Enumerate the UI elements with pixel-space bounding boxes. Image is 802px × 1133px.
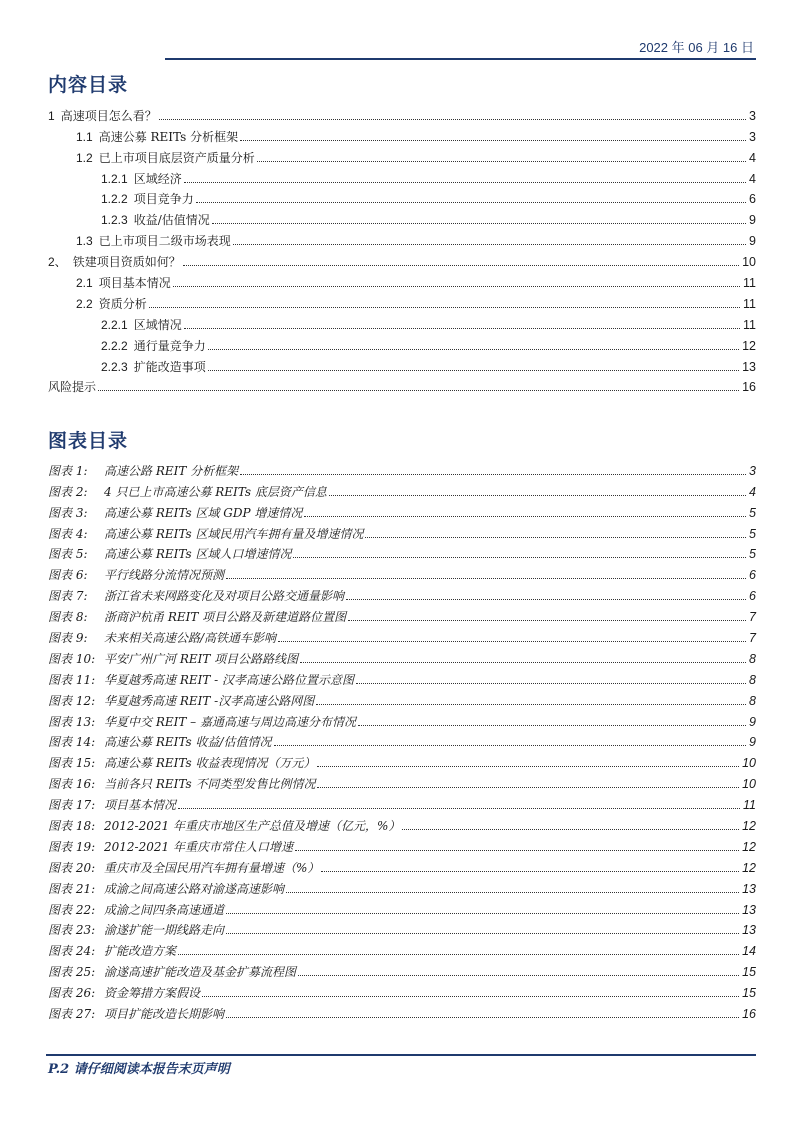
toc-entry-label [48, 255, 181, 269]
toc-entry[interactable] [48, 123, 756, 144]
leader-dots [98, 390, 739, 391]
toc-entry-page: 6 [749, 192, 756, 207]
toc-entry-label [101, 172, 182, 186]
toc-entry-number: 1 [48, 108, 55, 123]
toc-entry-text: 项目竞争力 [133, 192, 194, 207]
figure-entry-page: 4 [749, 484, 756, 499]
toc-entry-label [76, 297, 147, 311]
figure-entry[interactable] [48, 520, 756, 541]
figure-entry-text: 华夏中交 REIT – 嘉通高速与周边高速分布情况 [104, 714, 356, 729]
figure-entry-page: 3 [749, 463, 756, 478]
figure-entry-page: 9 [749, 735, 756, 750]
figure-entry-number: 图表 17: [48, 798, 96, 813]
figure-entry-label [48, 631, 276, 645]
figure-entry-label [48, 694, 314, 708]
leader-dots [316, 704, 746, 705]
figure-entry[interactable] [48, 937, 756, 958]
toc-entry-text: 已上市项目底层资产质量分析 [98, 150, 255, 165]
toc-entry-label [101, 360, 206, 374]
figure-entry-page: 14 [742, 944, 756, 959]
figure-entry-page: 11 [743, 798, 756, 813]
figure-entry-label [48, 589, 344, 603]
figure-entry[interactable] [48, 478, 756, 499]
toc-entry-number: 2.2 [76, 296, 93, 311]
figure-entry-text: 渝遂高速扩能改造及基金扩募流程图 [104, 965, 297, 980]
figure-entry-page: 6 [749, 568, 756, 583]
toc-entry[interactable] [48, 311, 756, 332]
leader-dots [226, 578, 746, 579]
toc-entry[interactable] [48, 248, 756, 269]
figure-entry[interactable] [48, 749, 756, 770]
figure-entry-page: 7 [749, 631, 756, 646]
toc-entry-label [101, 318, 182, 332]
toc-entry-text: 已上市项目二级市场表现 [98, 234, 231, 249]
figure-entry-label [48, 547, 291, 561]
leader-dots [212, 223, 746, 224]
figure-entry-text: 华夏越秀高速 REIT -汉孝高速公路网图 [104, 693, 315, 708]
figure-entry[interactable] [48, 791, 756, 812]
figure-entry[interactable] [48, 896, 756, 917]
figure-entry-number: 图表 18: [48, 819, 96, 834]
footer-disclaimer: P.2 请仔细阅读本报告末页声明 [48, 1062, 230, 1077]
toc-entry-label [76, 276, 171, 290]
figure-entry[interactable] [48, 875, 756, 896]
figure-entry-text: 2012-2021 年重庆市常住人口增速 [104, 839, 293, 854]
toc-entry[interactable] [48, 290, 756, 311]
leader-dots [329, 495, 746, 496]
leader-dots [317, 787, 739, 788]
toc-entry-page: 3 [749, 108, 756, 123]
figure-entry-page: 10 [742, 756, 756, 771]
toc-entry-page: 9 [749, 213, 756, 228]
toc-entry-number: 1.2.3 [101, 213, 128, 228]
figure-entry-number: 图表 21: [48, 881, 96, 896]
figure-entry-number: 图表 13: [48, 714, 96, 729]
figure-entry-text: 当前各只 REITs 不同类型发售比例情况 [104, 777, 316, 792]
figure-entry-text: 高速公募 REITs 区域人口增速情况 [104, 547, 292, 562]
figure-entry-label [48, 506, 302, 520]
figure-entry-label [48, 735, 272, 749]
toc-entry-label [76, 130, 238, 144]
leader-dots [317, 766, 739, 767]
figure-entry-label [48, 610, 346, 624]
figure-entry-text: 4 只已上市高速公募 REITs 底层资产信息 [104, 484, 327, 499]
toc-entry-page: 13 [742, 359, 756, 374]
figure-entry-label [48, 527, 363, 541]
figure-entry-label [48, 986, 200, 1000]
figure-entry-number: 图表 22: [48, 902, 96, 917]
figure-entry-number: 图表 16: [48, 777, 96, 792]
toc-entry-label [48, 380, 96, 394]
toc-entry-page: 11 [743, 317, 756, 332]
toc-entry-text: 区域情况 [133, 317, 182, 332]
figure-entry[interactable] [48, 770, 756, 791]
figure-entry-label [48, 777, 315, 791]
figure-entry-number: 图表 9: [48, 631, 88, 646]
leader-dots [226, 913, 739, 914]
toc-entry-number: 1.2 [76, 150, 93, 165]
toc-entry-label [48, 109, 157, 123]
figure-entry-text: 高速公路 REIT 分析框架 [104, 463, 239, 478]
toc-entry-number: 1.2.2 [101, 192, 128, 207]
leader-dots [183, 265, 739, 266]
figure-entry-text: 高速公募 REITs 收益/估值情况 [104, 735, 272, 750]
figure-entry[interactable] [48, 541, 756, 562]
figure-entry-page: 8 [749, 672, 756, 687]
figure-entry-number: 图表 25: [48, 965, 96, 980]
toc-entry-text: 区域经济 [133, 171, 182, 186]
leader-dots [184, 182, 746, 183]
toc-entry-text: 通行量竞争力 [133, 338, 206, 353]
figure-entry-label [48, 923, 224, 937]
figure-entry[interactable] [48, 729, 756, 750]
leader-dots [402, 829, 739, 830]
leader-dots [365, 537, 746, 538]
figure-entry-label [48, 798, 176, 812]
figure-entry-label [48, 944, 176, 958]
toc-entry-number: 2.2.3 [101, 359, 128, 374]
header-divider [165, 58, 756, 60]
toc-entry-label [101, 339, 206, 353]
figure-entry-page: 5 [749, 505, 756, 520]
figure-entry-page: 8 [749, 693, 756, 708]
toc-entry-text: 项目基本情况 [98, 276, 171, 291]
figure-entry-number: 图表 10: [48, 651, 96, 666]
figure-entry-label [48, 1007, 224, 1021]
toc-entry-label [76, 234, 231, 248]
figure-entry-text: 资金筹措方案假设 [104, 986, 201, 1001]
leader-dots [274, 745, 747, 746]
leader-dots [178, 954, 739, 955]
figure-entry-label [48, 882, 284, 896]
toc-entry-text: 资质分析 [98, 296, 147, 311]
figures-list [48, 457, 756, 1021]
figure-entry-number: 图表 4: [48, 526, 88, 541]
figure-entry-text: 渝遂扩能一期线路走向 [104, 923, 225, 938]
figure-entry[interactable] [48, 958, 756, 979]
toc-title: 内容目录 [48, 74, 129, 96]
figure-entry-label [48, 568, 224, 582]
toc-entry-label [101, 192, 194, 206]
toc-entry[interactable] [48, 353, 756, 374]
leader-dots [173, 286, 740, 287]
figure-entry-text: 浙商沪杭甬 REIT 项目公路及新建道路位置图 [104, 610, 347, 625]
leader-dots [202, 996, 739, 997]
figure-entry[interactable] [48, 603, 756, 624]
figure-entry-label [48, 756, 315, 770]
toc-entry[interactable] [48, 102, 756, 123]
figure-entry-number: 图表 6: [48, 568, 88, 583]
figure-entry[interactable] [48, 833, 756, 854]
toc-entry-page: 11 [743, 276, 756, 291]
figure-entry-text: 高速公募 REITs 区域 GDP 增速情况 [104, 505, 303, 520]
toc-entry-number: 1.2.1 [101, 171, 128, 186]
toc-entry[interactable] [48, 165, 756, 186]
leader-dots [321, 871, 739, 872]
figures-title: 图表目录 [48, 430, 129, 452]
figure-entry[interactable] [48, 582, 756, 603]
leader-dots [298, 975, 739, 976]
toc-entry-text: 高速项目怎么看？ [60, 108, 157, 123]
leader-dots [286, 892, 739, 893]
figure-entry-label [48, 673, 354, 687]
figure-entry[interactable] [48, 812, 756, 833]
toc-entry-label [101, 213, 210, 227]
figure-entry-page: 13 [742, 881, 756, 896]
figure-entry-page: 9 [749, 714, 756, 729]
figure-entry-text: 浙江省未来网路变化及对项目公路交通量影响 [104, 589, 345, 604]
toc-entry-page: 9 [749, 234, 756, 249]
figure-entry-page: 12 [742, 819, 756, 834]
figure-entry-label [48, 903, 224, 917]
figure-entry-label [48, 652, 298, 666]
figure-entry-text: 平安广州广河 REIT 项目公路路线图 [104, 651, 299, 666]
toc-entry-text: 高速公募 REITs 分析框架 [98, 129, 239, 144]
leader-dots [226, 1017, 739, 1018]
footer-divider [46, 1054, 756, 1056]
toc-entry-number: 2.1 [76, 276, 93, 291]
toc-entry-page: 10 [742, 255, 756, 270]
figure-entry-text: 华夏越秀高速 REIT - 汉孝高速公路位置示意图 [104, 672, 355, 687]
figure-entry-number: 图表 7: [48, 589, 88, 604]
toc-entry[interactable] [48, 227, 756, 248]
leader-dots [149, 307, 740, 308]
toc-entry-page: 3 [749, 129, 756, 144]
toc-entry-page: 4 [749, 171, 756, 186]
figure-entry[interactable] [48, 499, 756, 520]
report-date: 2022 年 06 月 16 日 [639, 40, 754, 55]
toc-entry-page: 12 [742, 338, 756, 353]
figure-entry-number: 图表 24: [48, 944, 96, 959]
figure-entry[interactable] [48, 708, 756, 729]
leader-dots [257, 161, 746, 162]
figure-entry-page: 8 [749, 651, 756, 666]
figure-entry[interactable] [48, 666, 756, 687]
figure-entry-number: 图表 26: [48, 986, 96, 1001]
figure-entry-page: 13 [742, 902, 756, 917]
figure-entry-text: 项目扩能改造长期影响 [104, 1007, 225, 1022]
toc-entry-page: 16 [742, 380, 756, 395]
figure-entry-page: 10 [742, 777, 756, 792]
figure-entry-page: 16 [742, 1007, 756, 1022]
leader-dots [346, 599, 746, 600]
figure-entry-page: 5 [749, 547, 756, 562]
leader-dots [295, 850, 739, 851]
figure-entry-text: 项目基本情况 [104, 798, 177, 813]
leader-dots [208, 349, 739, 350]
leader-dots [278, 641, 746, 642]
figure-entry-label [48, 861, 319, 875]
figure-entry-text: 平行线路分流情况预测 [104, 568, 225, 583]
figure-entry-number: 图表 27: [48, 1007, 96, 1022]
figure-entry-number: 图表 19: [48, 839, 96, 854]
figure-entry-number: 图表 12: [48, 693, 96, 708]
toc-entry[interactable] [48, 374, 756, 395]
leader-dots [226, 933, 739, 934]
figure-entry-label [48, 464, 238, 478]
figure-entry[interactable] [48, 645, 756, 666]
toc-entry-page: 11 [743, 296, 756, 311]
leader-dots [240, 474, 746, 475]
leader-dots [178, 808, 740, 809]
figure-entry-number: 图表 3: [48, 505, 88, 520]
toc-entry[interactable] [48, 206, 756, 227]
figure-entry-label [48, 840, 293, 854]
figure-entry-page: 12 [742, 839, 756, 854]
figure-entry-page: 15 [742, 965, 756, 980]
figure-entry-label [48, 819, 400, 833]
figure-entry-number: 图表 8: [48, 610, 88, 625]
leader-dots [348, 620, 746, 621]
toc-entry-number: 1.1 [76, 129, 93, 144]
toc-entry[interactable] [48, 144, 756, 165]
leader-dots [159, 119, 746, 120]
figure-entry-text: 高速公募 REITs 区域民用汽车拥有量及增速情况 [104, 526, 364, 541]
figure-entry-page: 7 [749, 610, 756, 625]
figure-entry[interactable] [48, 1000, 756, 1021]
toc-entry[interactable] [48, 186, 756, 207]
figure-entry[interactable] [48, 979, 756, 1000]
figure-entry-page: 12 [742, 860, 756, 875]
figure-entry[interactable] [48, 561, 756, 582]
toc-entry[interactable] [48, 332, 756, 353]
figure-entry-text: 重庆市及全国民用汽车拥有量增速（%） [104, 860, 320, 875]
figure-entry-text: 成渝之间四条高速通道 [104, 902, 225, 917]
leader-dots [304, 516, 746, 517]
leader-dots [233, 244, 746, 245]
toc-entry-number: 1.3 [76, 234, 93, 249]
leader-dots [184, 328, 740, 329]
toc-entry-text: 风险提示 [48, 380, 97, 395]
figure-entry-number: 图表 23: [48, 923, 96, 938]
toc-entry-text: 铁建项目资质如何？ [72, 255, 181, 270]
toc-entry-text: 扩能改造事项 [133, 359, 206, 374]
figure-entry-number: 图表 11: [48, 672, 96, 687]
figure-entry-label [48, 715, 356, 729]
toc-list [48, 102, 756, 394]
toc-entry-page: 4 [749, 150, 756, 165]
figure-entry-number: 图表 14: [48, 735, 96, 750]
leader-dots [240, 140, 746, 141]
figure-entry-number: 图表 2: [48, 484, 88, 499]
figure-entry[interactable] [48, 624, 756, 645]
figure-entry[interactable] [48, 917, 756, 938]
figure-entry[interactable] [48, 457, 756, 478]
figure-entry-page: 13 [742, 923, 756, 938]
leader-dots [300, 662, 746, 663]
leader-dots [356, 683, 746, 684]
figure-entry-text: 高速公募 REITs 收益表现情况（万元） [104, 756, 316, 771]
leader-dots [196, 202, 746, 203]
toc-entry[interactable] [48, 269, 756, 290]
toc-entry-text: 收益/估值情况 [133, 213, 210, 228]
figure-entry-number: 图表 20: [48, 860, 96, 875]
figure-entry-number: 图表 5: [48, 547, 88, 562]
toc-entry-label [76, 151, 255, 165]
toc-entry-number: 2.2.1 [101, 317, 128, 332]
figure-entry-text: 扩能改造方案 [104, 944, 177, 959]
figure-entry-text: 成渝之间高速公路对渝遂高速影响 [104, 881, 285, 896]
leader-dots [208, 370, 739, 371]
figure-entry-label [48, 485, 327, 499]
figure-entry-label [48, 965, 296, 979]
figure-entry-text: 未来相关高速公路/高铁通车影响 [104, 631, 277, 646]
leader-dots [293, 557, 746, 558]
figure-entry[interactable] [48, 854, 756, 875]
leader-dots [358, 725, 746, 726]
figure-entry-number: 图表 15: [48, 756, 96, 771]
figure-entry-number: 图表 1: [48, 463, 88, 478]
figure-entry-page: 15 [742, 986, 756, 1001]
figure-entry-page: 5 [749, 526, 756, 541]
figure-entry-text: 2012-2021 年重庆市地区生产总值及增速（亿元，%） [104, 819, 401, 834]
figure-entry-page: 6 [749, 589, 756, 604]
toc-entry-number: 2、 [48, 255, 67, 270]
figure-entry[interactable] [48, 687, 756, 708]
toc-entry-number: 2.2.2 [101, 338, 128, 353]
